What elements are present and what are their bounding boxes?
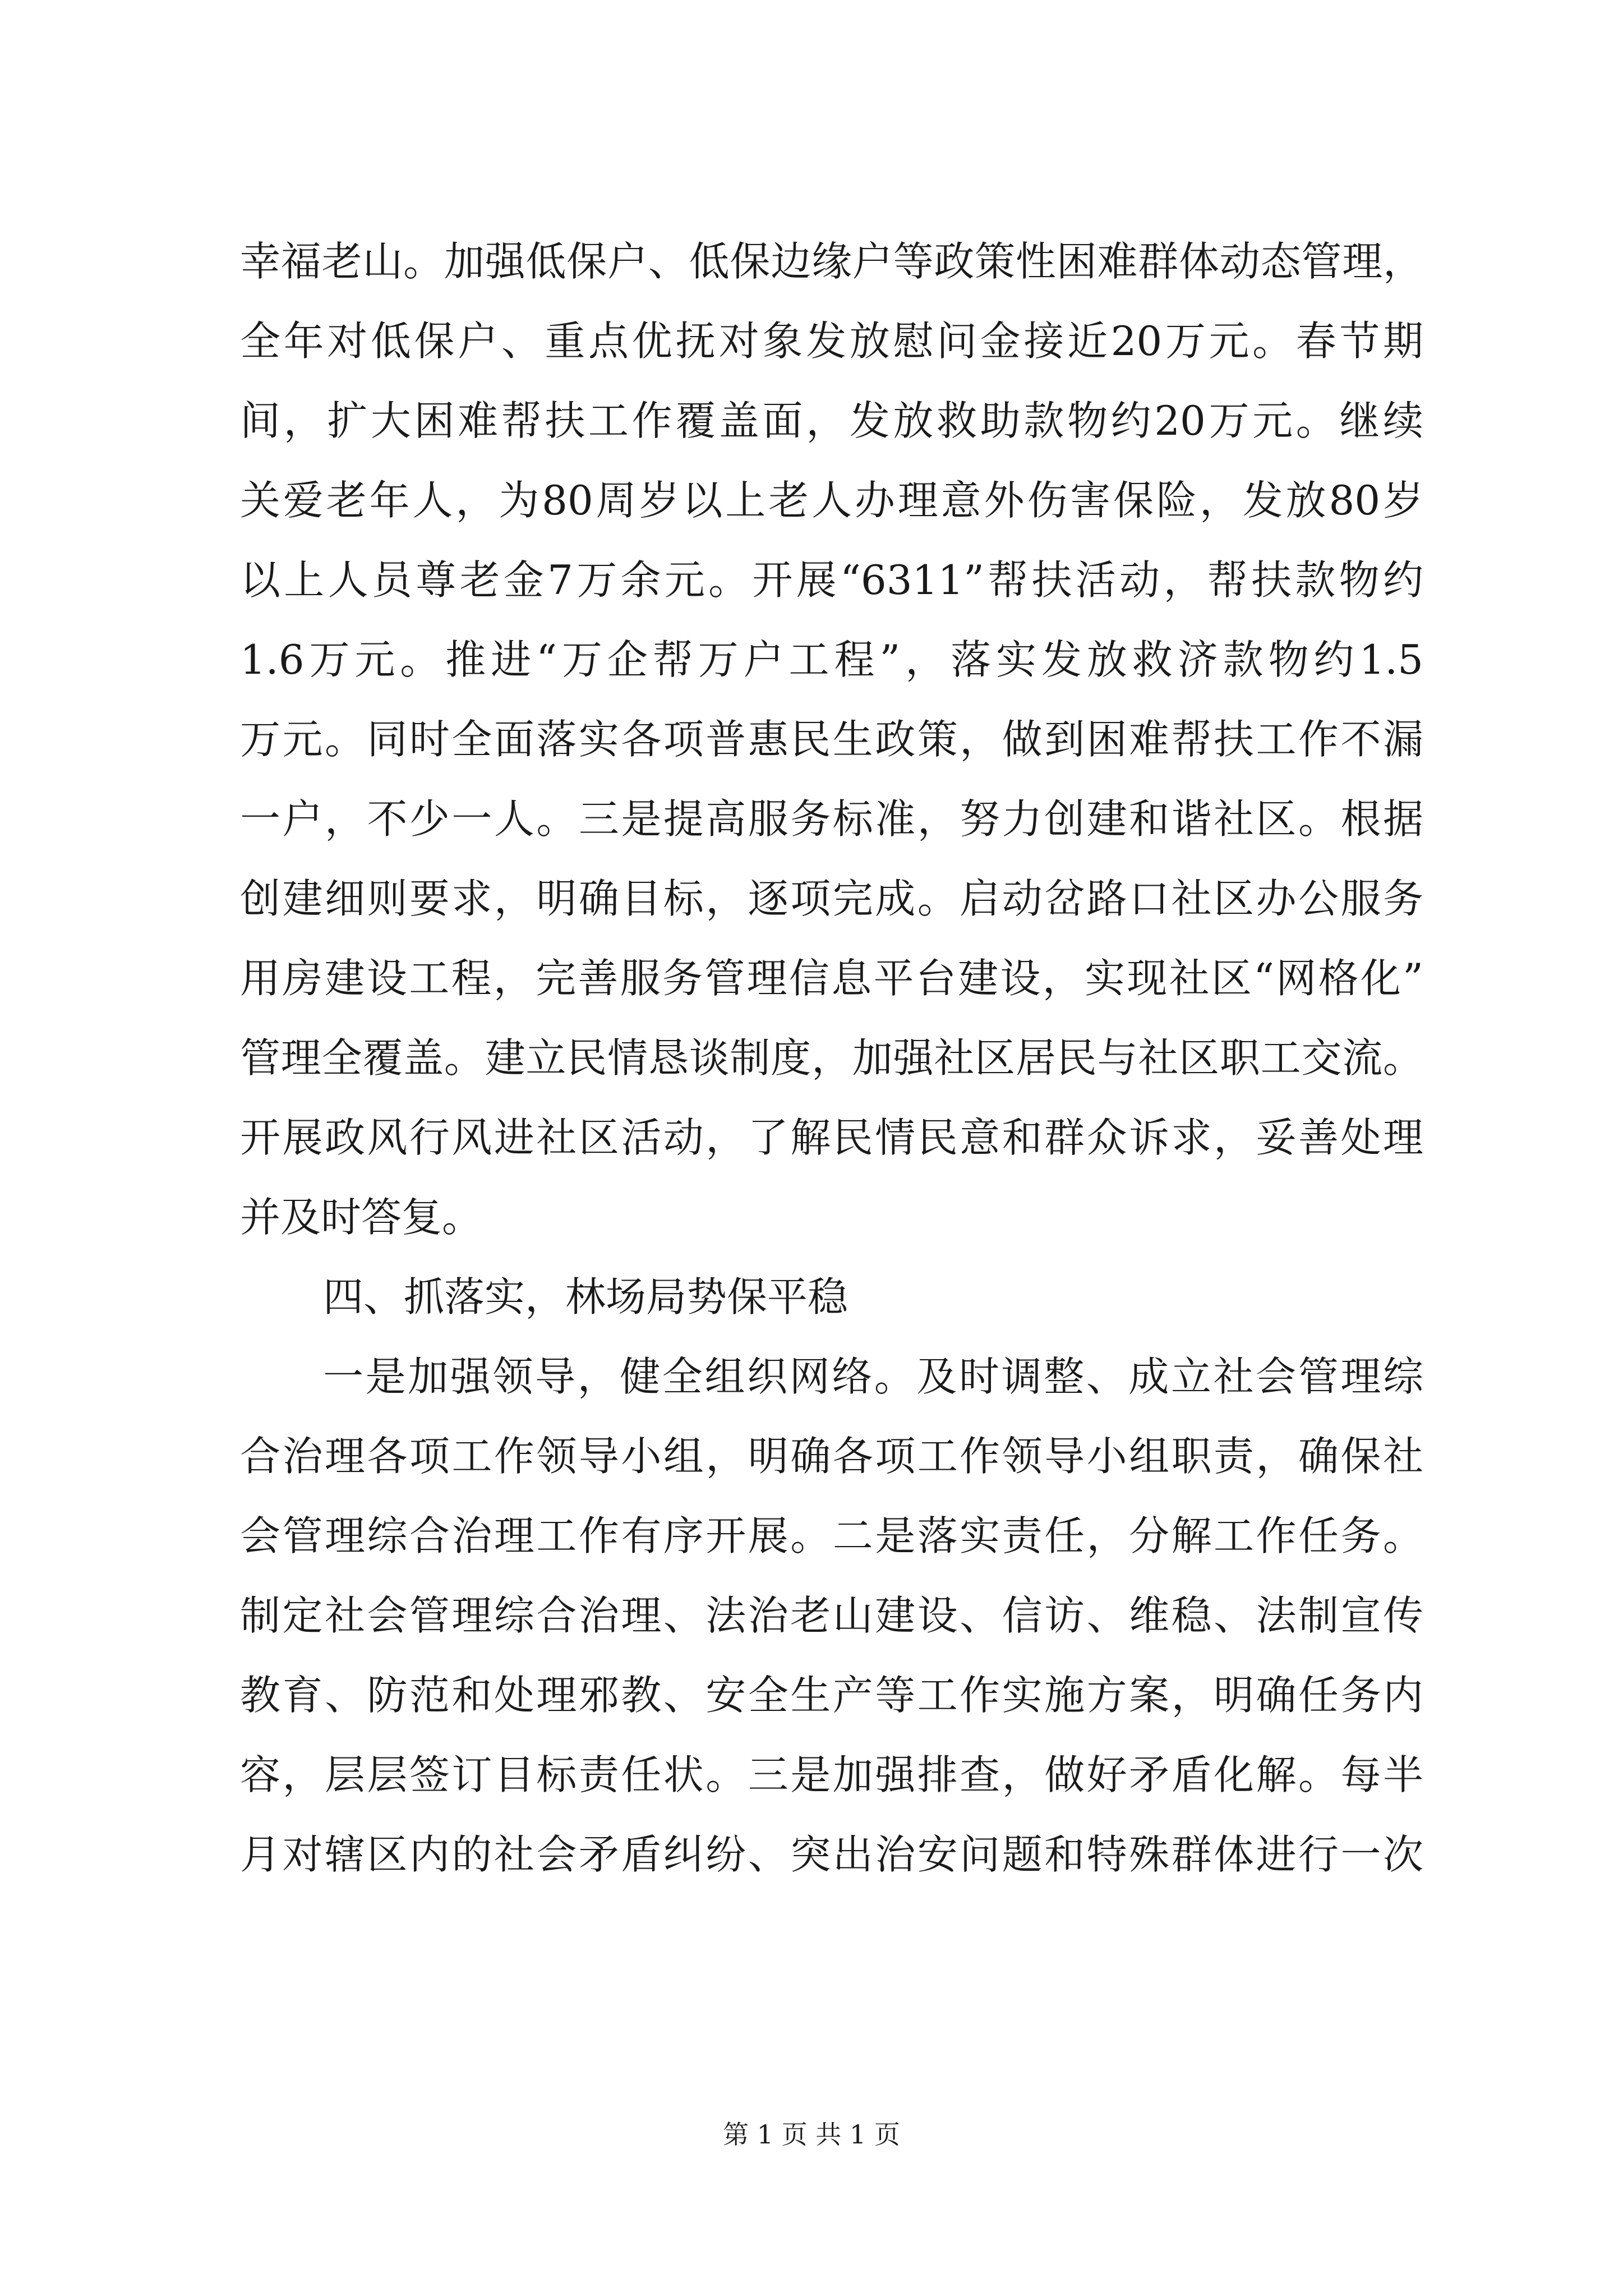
text-line: 幸福老山。加强低保户、低保边缘户等政策性困难群体动态管理， — [240, 238, 1423, 285]
text-line: 万元。同时全面落实各项普惠民生政策，做到困难帮扶工作不漏 — [240, 716, 1423, 763]
text-line: 会管理综合治理工作有序开展。二是落实责任，分解工作任务。 — [240, 1512, 1423, 1559]
text-line: 制定社会管理综合治理、法治老山建设、信访、维稳、法制宣传 — [240, 1592, 1423, 1639]
text-line: 创建细则要求，明确目标，逐项完成。启动岔路口社区办公服务 — [240, 875, 1423, 922]
text-line: 全年对低保户、重点优抚对象发放慰问金接近20万元。春节期 — [240, 318, 1423, 365]
text-line: 管理全覆盖。建立民情恳谈制度，加强社区居民与社区职工交流。 — [240, 1034, 1423, 1082]
text-line: 以上人员尊老金7万余元。开展“6311”帮扶活动，帮扶款物约 — [240, 556, 1423, 604]
body-text — [240, 222, 1423, 1894]
section-heading: 四、抓落实，林场局势保平稳 — [323, 1273, 849, 1320]
text-line: 月对辖区内的社会矛盾纠纷、突出治安问题和特殊群体进行一次 — [240, 1831, 1423, 1878]
text-line: 教育、防范和处理邪教、安全生产等工作实施方案，明确任务内 — [240, 1672, 1423, 1719]
page-footer: 第 1 页 共 1 页 — [723, 2119, 900, 2150]
text-line: 容，层层签订目标责任状。三是加强排查，做好矛盾化解。每半 — [240, 1751, 1423, 1798]
text-line: 合治理各项工作领导小组，明确各项工作领导小组职责，确保社 — [240, 1433, 1423, 1480]
text-line: 用房建设工程，完善服务管理信息平台建设，实现社区“网格化” — [240, 955, 1423, 1002]
text-line: 关爱老年人，为80周岁以上老人办理意外伤害保险，发放80岁 — [240, 477, 1423, 524]
text-line: 开展政风行风进社区活动，了解民情民意和群众诉求，妥善处理 — [240, 1114, 1423, 1161]
text-line: 间，扩大困难帮扶工作覆盖面，发放救助款物约20万元。继续 — [240, 397, 1423, 444]
text-line: 1.6万元。推进“万企帮万户工程”，落实发放救济款物约1.5 — [240, 636, 1423, 683]
text-line: 一户，不少一人。三是提高服务标准，努力创建和谐社区。根据 — [240, 795, 1423, 843]
text-line: 一是加强领导，健全组织网络。及时调整、成立社会管理综 — [323, 1353, 1423, 1400]
text-line: 并及时答复。 — [240, 1194, 483, 1241]
